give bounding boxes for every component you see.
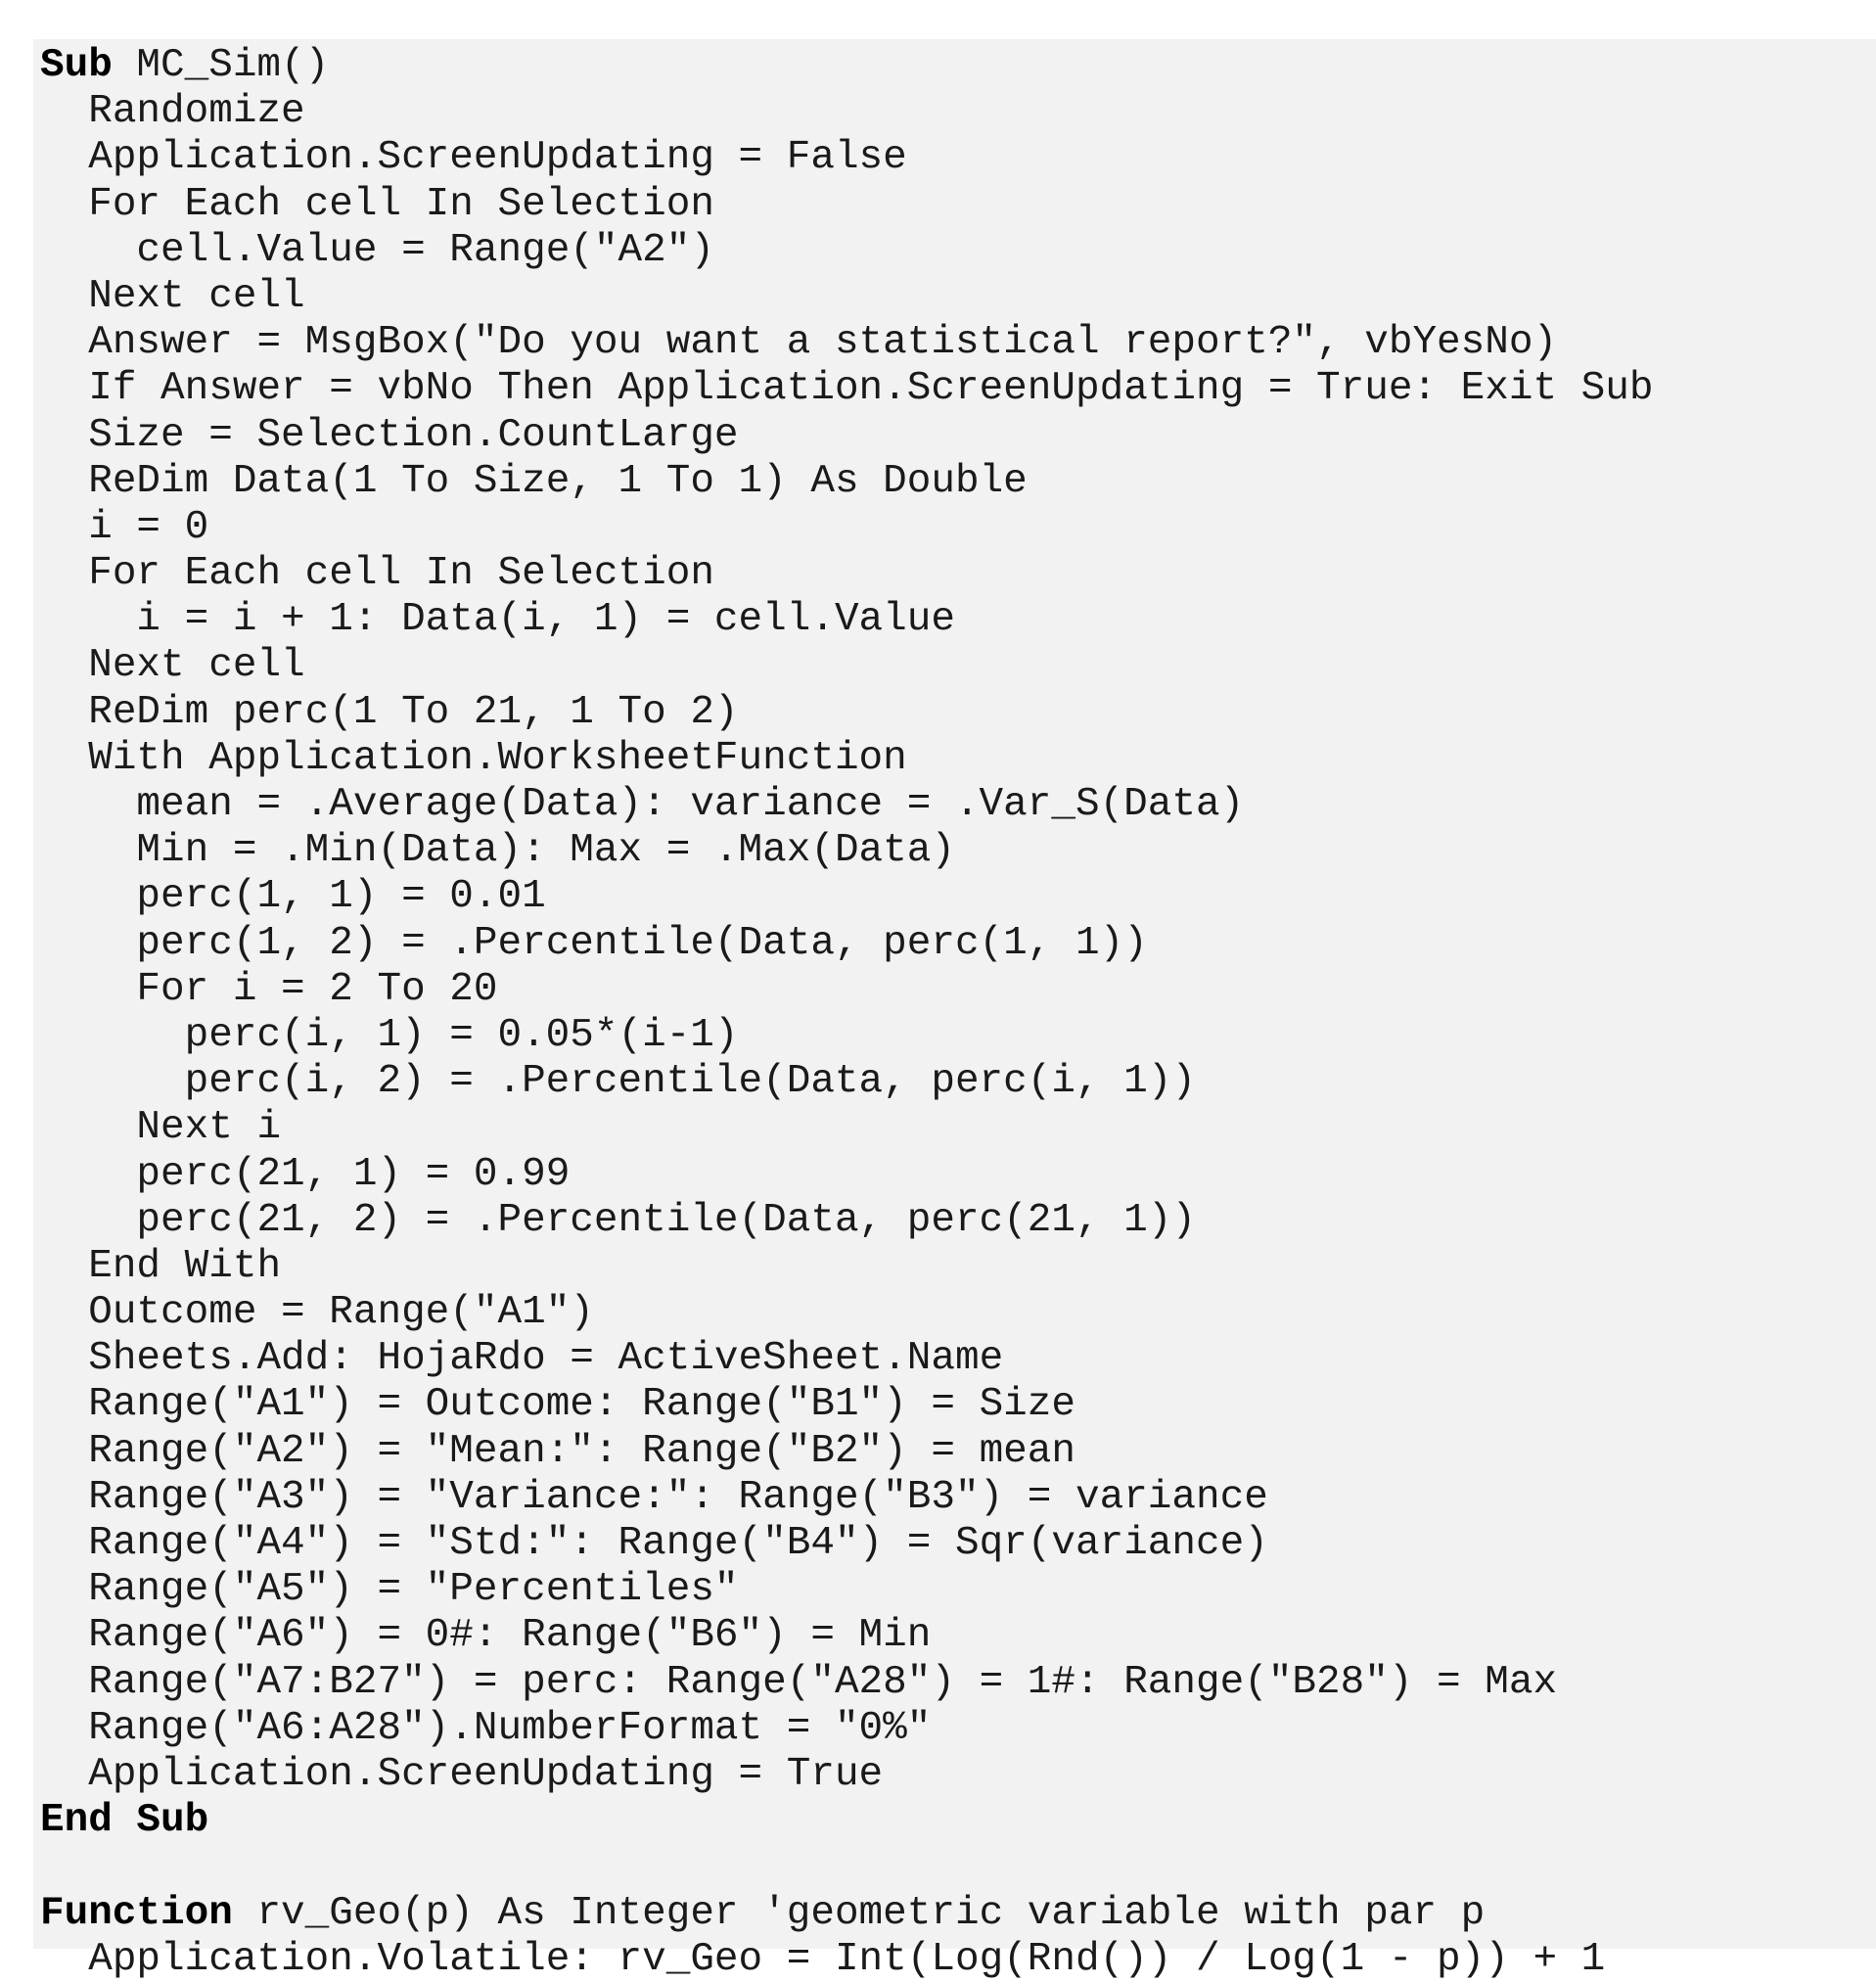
- code-indent: [40, 690, 88, 735]
- code-text: perc(1, 1) = 0.01: [136, 874, 546, 920]
- code-text: perc(i, 1) = 0.05*(i-1): [184, 1012, 739, 1058]
- code-line: [40, 43, 1653, 89]
- code-indent: [40, 1613, 88, 1658]
- code-indent: [40, 1521, 88, 1566]
- code-text: Range("A4") = "Std:": Range("B4") = Sqr(variance): [88, 1521, 1268, 1566]
- code-text: If Answer = vbNo Then Application.ScreenUpdating = True: Exit Sub: [88, 366, 1654, 412]
- code-indent: [40, 366, 88, 411]
- code-line: [40, 967, 1653, 1013]
- code-indent: [40, 1475, 88, 1520]
- code-text: With Application.WorksheetFunction: [88, 735, 907, 781]
- code-text: Range("A6") = 0#: Range("B6") = Min: [88, 1613, 932, 1659]
- code-keyword: Function: [40, 1890, 233, 1936]
- code-indent: [40, 643, 88, 688]
- code-text: Application.ScreenUpdating = False: [88, 135, 907, 181]
- code-indent: [40, 182, 88, 227]
- code-indent: [40, 228, 136, 273]
- code-line: [40, 320, 1653, 366]
- code-indent: [40, 135, 88, 180]
- code-indent: [40, 1336, 88, 1381]
- code-line: [40, 1105, 1653, 1151]
- code-line: [40, 1198, 1653, 1244]
- code-text: Range("A7:B27") = perc: Range("A28") = 1#: Range("B28") = Max: [88, 1659, 1558, 1705]
- code-indent: [40, 1660, 88, 1705]
- code-indent: [40, 413, 88, 458]
- code-listing: [33, 39, 1876, 1982]
- code-line: [40, 1059, 1653, 1105]
- code-indent: [40, 1937, 88, 1982]
- code-line: [40, 1844, 1653, 1890]
- code-indent: [40, 782, 136, 827]
- code-indent: [40, 1152, 136, 1197]
- code-keyword: Sub: [40, 43, 113, 88]
- code-line: [40, 828, 1653, 874]
- code-text: Range("A1") = Outcome: Range("B1") = Size: [88, 1382, 1075, 1428]
- code-indent: [40, 736, 88, 781]
- code-indent: [40, 89, 88, 134]
- code-indent: [40, 1567, 88, 1612]
- code-indent: [40, 505, 88, 550]
- code-line: [40, 413, 1653, 459]
- code-line: [40, 551, 1653, 597]
- code-indent: [40, 828, 136, 873]
- code-line: [40, 1429, 1653, 1475]
- code-indent: [40, 1382, 88, 1427]
- code-indent: [40, 874, 136, 919]
- code-indent: [40, 1290, 88, 1335]
- code-line: [40, 228, 1653, 274]
- code-line: [40, 135, 1653, 181]
- code-text: Range("A2") = "Mean:": Range("B2") = mean: [88, 1428, 1075, 1474]
- code-text: i = i + 1: Data(i, 1) = cell.Value: [136, 597, 955, 643]
- code-lines: [40, 43, 1653, 1983]
- code-indent: [40, 1013, 185, 1058]
- code-keyword: End Sub: [40, 1798, 209, 1844]
- code-line: [40, 1567, 1653, 1613]
- code-text: Next cell: [88, 273, 305, 319]
- code-line: [40, 921, 1653, 967]
- code-line: [40, 1706, 1653, 1752]
- code-line: [40, 736, 1653, 782]
- code-line: [40, 643, 1653, 689]
- code-text: Min = .Min(Data): Max = .Max(Data): [136, 828, 955, 874]
- code-indent: [40, 1429, 88, 1474]
- code-text: Range("A6:A28").NumberFormat = "0%": [88, 1705, 932, 1751]
- code-text: ReDim perc(1 To 21, 1 To 2): [88, 689, 739, 735]
- code-text: Answer = MsgBox("Do you want a statistical report?", vbYesNo): [88, 320, 1558, 366]
- code-indent: [40, 320, 88, 365]
- code-text: rv_Geo(p) As Integer 'geometric variable with par p: [232, 1890, 1486, 1936]
- code-line: [40, 1382, 1653, 1428]
- code-indent: [40, 921, 136, 966]
- code-line: [40, 89, 1653, 135]
- code-text: perc(21, 1) = 0.99: [136, 1151, 571, 1197]
- code-line: [40, 1336, 1653, 1382]
- code-line: [40, 182, 1653, 228]
- code-line: [40, 690, 1653, 736]
- code-indent: [40, 1706, 88, 1751]
- code-line: [40, 1244, 1653, 1290]
- code-line: [40, 1013, 1653, 1059]
- code-text: Application.ScreenUpdating = True: [88, 1751, 884, 1797]
- code-text: Sheets.Add: HojaRdo = ActiveSheet.Name: [88, 1336, 1004, 1382]
- code-indent: [40, 1752, 88, 1797]
- code-indent: [40, 274, 88, 319]
- code-text: i = 0: [88, 504, 209, 550]
- code-text: End With: [88, 1243, 282, 1289]
- code-line: [40, 1152, 1653, 1198]
- code-line: [40, 1290, 1653, 1336]
- code-indent: [40, 459, 88, 504]
- code-text: Range("A5") = "Percentiles": [88, 1567, 739, 1613]
- code-text: Outcome = Range("A1"): [88, 1290, 594, 1336]
- code-text: For Each cell In Selection: [88, 551, 714, 597]
- code-line: [40, 459, 1653, 505]
- code-line: [40, 366, 1653, 412]
- code-text: For Each cell In Selection: [88, 181, 714, 227]
- code-text: ReDim Data(1 To Size, 1 To 1) As Double: [88, 458, 1028, 504]
- code-text: Size = Selection.CountLarge: [88, 412, 739, 458]
- code-line: [40, 1891, 1653, 1937]
- code-indent: [40, 597, 136, 642]
- code-indent: [40, 967, 136, 1012]
- code-indent: [40, 1244, 88, 1289]
- code-text: Range("A3") = "Variance:": Range("B3") = variance: [88, 1474, 1268, 1520]
- code-line: [40, 1613, 1653, 1659]
- code-line: [40, 1752, 1653, 1798]
- code-text: perc(1, 2) = .Percentile(Data, perc(1, 1)): [136, 920, 1148, 966]
- code-indent: [40, 1198, 136, 1243]
- code-indent: [40, 1059, 185, 1104]
- code-line: [40, 1475, 1653, 1521]
- code-text: For i = 2 To 20: [136, 966, 498, 1012]
- code-text: MC_Sim(): [112, 43, 330, 88]
- code-text: mean = .Average(Data): variance = .Var_S(Data): [136, 782, 1245, 827]
- code-line: [40, 1521, 1653, 1567]
- code-text: perc(21, 2) = .Percentile(Data, perc(21, 1)): [136, 1197, 1196, 1243]
- code-line: [40, 782, 1653, 828]
- code-text: cell.Value = Range("A2"): [136, 227, 714, 273]
- code-indent: [40, 551, 88, 596]
- code-line: [40, 874, 1653, 920]
- code-line: [40, 1660, 1653, 1706]
- code-line: [40, 597, 1653, 643]
- code-text: Next cell: [88, 643, 305, 689]
- code-line: [40, 274, 1653, 320]
- code-text: perc(i, 2) = .Percentile(Data, perc(i, 1)): [184, 1059, 1196, 1105]
- code-text: Randomize: [88, 89, 305, 135]
- code-line: [40, 1937, 1653, 1983]
- code-line: [40, 1798, 1653, 1844]
- code-indent: [40, 1105, 136, 1150]
- code-text: Next i: [136, 1105, 282, 1151]
- code-line: [40, 505, 1653, 551]
- code-text: Application.Volatile: rv_Geo = Int(Log(Rnd()) / Log(1 - p)) + 1: [88, 1936, 1606, 1982]
